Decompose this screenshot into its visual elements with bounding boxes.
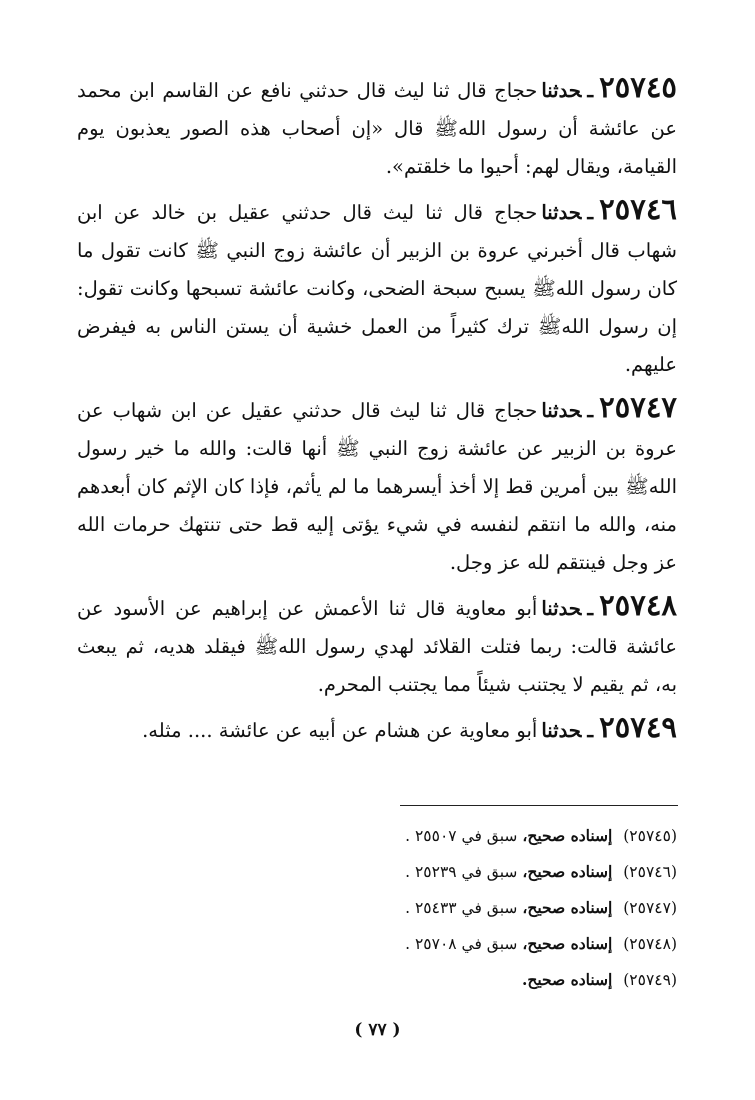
footnote-25749 <box>77 962 677 998</box>
hadith-25745 <box>77 68 677 186</box>
hadith-25746 <box>77 190 677 384</box>
hadith-opening-word: حدثنا <box>541 597 582 620</box>
footnote-divider <box>400 805 678 806</box>
hadith-text: أبو معاوية قال ثنا الأعمش عن إبراهيم عن الأسود عن عائشة قالت: ربما فتلت القلائد لهدي رسول اللهﷺ فيقلد هديه، ثم يبعث به، ثم يقيم لا يجتنب شيئاً مما يجتنب المحرم. <box>77 597 677 696</box>
hadith-25747 <box>77 388 677 582</box>
footnote-text: سبق في ٢٥٢٣٩ . <box>405 863 518 881</box>
footnote-25746 <box>77 854 677 890</box>
footnote-label: إسناده صحيح، <box>522 898 613 917</box>
hadith-dash: ـ <box>587 597 594 620</box>
hadith-dash: ـ <box>587 201 594 224</box>
hadith-dash: ـ <box>587 719 594 742</box>
hadith-number: ٢٥٧٤٦ <box>599 192 677 226</box>
footnote-text: سبق في ٢٥٧٠٨ . <box>405 935 518 953</box>
footnote-ref: (٢٥٧٤٩) <box>623 971 677 989</box>
hadith-dash: ـ <box>587 79 594 102</box>
footnote-ref: (٢٥٧٤٧) <box>623 899 677 917</box>
hadith-text: حجاج قال ثنا ليث قال حدثني نافع عن القاسم ابن محمد عن عائشة أن رسول اللهﷺ قال «إن أصحاب هذه الصور يعذبون يوم القيامة، ويقال لهم: أحيوا ما خلقتم». <box>77 79 677 178</box>
main-text <box>77 68 677 754</box>
hadith-text: حجاج قال ثنا ليث قال حدثني عقيل عن ابن شهاب عن عروة بن الزبير عن عائشة زوج النبي ﷺ أنها قالت: والله ما خير رسول اللهﷺ بين أمرين قط إلا أخذ أيسرهما ما لم يأثم، فإذا كان الإثم كان أبعدهم منه، والله ما انتقم لنفسه في شيء يؤتى إليه قط حتى تنتهك حرمات الله عز وجل فينتقم لله عز وجل. <box>77 399 677 574</box>
hadith-dash: ـ <box>587 399 594 422</box>
page-number: ( ٧٧ ) <box>354 1020 401 1040</box>
hadith-25749 <box>77 708 677 750</box>
footnote-ref: (٢٥٧٤٥) <box>623 827 677 845</box>
footnote-label: إسناده صحيح. <box>521 970 613 989</box>
hadith-number: ٢٥٧٤٨ <box>599 588 677 622</box>
hadith-number: ٢٥٧٤٧ <box>599 390 677 424</box>
footnote-25747 <box>77 890 677 926</box>
footnote-text: سبق في ٢٥٥٠٧ . <box>405 827 518 845</box>
footnote-label: إسناده صحيح، <box>522 934 613 953</box>
hadith-text: حجاج قال ثنا ليث قال حدثني عقيل بن خالد عن ابن شهاب قال أخبرني عروة بن الزبير أن عائشة زوج النبي ﷺ كانت تقول ما كان رسول اللهﷺ يسبح سبحة الضحى، وكانت عائشة تسبحها وكانت تقول: إن رسول اللهﷺ ترك كثيراً من العمل خشية أن يستن الناس به فيفرض عليهم. <box>77 201 677 376</box>
footnote-ref: (٢٥٧٤٨) <box>623 935 677 953</box>
hadith-text: أبو معاوية عن هشام عن أبيه عن عائشة .... مثله. <box>142 719 538 742</box>
hadith-number: ٢٥٧٤٩ <box>599 710 677 744</box>
hadith-opening-word: حدثنا <box>541 79 582 102</box>
hadith-opening-word: حدثنا <box>541 201 582 224</box>
footnote-label: إسناده صحيح، <box>522 826 613 845</box>
footnote-label: إسناده صحيح، <box>522 862 613 881</box>
hadith-number: ٢٥٧٤٥ <box>599 70 677 104</box>
footnote-text: سبق في ٢٥٤٣٣ . <box>405 899 518 917</box>
footnote-25745 <box>77 818 677 854</box>
hadith-opening-word: حدثنا <box>541 719 582 742</box>
footnote-ref: (٢٥٧٤٦) <box>623 863 677 881</box>
footnote-25748 <box>77 926 677 962</box>
footnotes <box>77 818 677 998</box>
hadith-opening-word: حدثنا <box>541 399 582 422</box>
hadith-25748 <box>77 586 677 704</box>
